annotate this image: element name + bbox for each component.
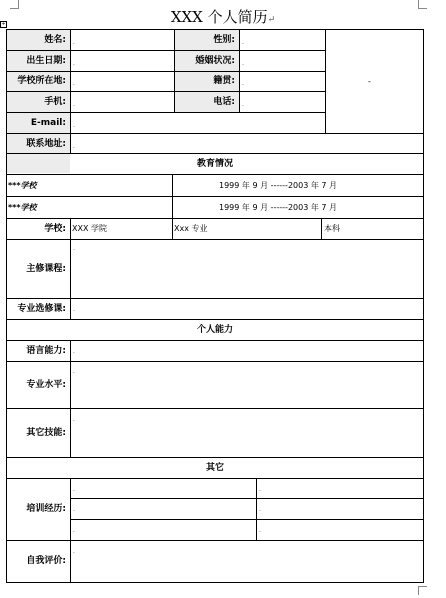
training-cell[interactable]: . [73, 486, 75, 493]
native-place-value-cell[interactable]: . [242, 80, 244, 87]
phone-label: 电话: [213, 97, 235, 107]
table-line [325, 29, 326, 134]
training-cell[interactable]: . [259, 486, 261, 493]
elective-courses-cell[interactable]: . [73, 306, 75, 313]
table-line [6, 218, 424, 219]
table-line [6, 91, 325, 92]
table-line [172, 174, 173, 218]
table-border [6, 582, 424, 583]
table-line [6, 196, 424, 197]
resume-title-text: XXX 个人简历 [170, 8, 268, 26]
gender-value-cell[interactable]: . [242, 39, 244, 46]
training-cell[interactable]: . [259, 506, 261, 513]
resume-title [0, 6, 446, 27]
table-anchor-icon[interactable]: + [1, 21, 6, 27]
self-evaluation-label: 自我评价: [26, 556, 66, 566]
table-line [6, 540, 424, 541]
photo-placeholder[interactable]: - [368, 77, 371, 86]
table-line [6, 340, 424, 341]
language-ability-label: 语言能力: [26, 346, 66, 356]
school-location-value-cell[interactable]: . [73, 80, 75, 87]
table-line [6, 174, 424, 175]
table-line [6, 478, 424, 479]
main-courses-cell[interactable]: . [73, 245, 75, 252]
table-line [6, 71, 325, 72]
table-line [6, 153, 424, 154]
table-line [6, 319, 424, 320]
address-value-cell[interactable]: . [73, 143, 75, 150]
table-line [6, 239, 424, 240]
school-location-label: 学校所在地: [17, 76, 66, 86]
other-skills-cell[interactable]: . [73, 416, 75, 423]
degree-school-value: XXX 学院 [72, 224, 107, 233]
professional-level-cell[interactable]: . [73, 368, 75, 375]
birthdate-label: 出生日期: [26, 56, 66, 66]
elective-courses-label: 专业选修课: [17, 304, 66, 314]
email-value-cell[interactable]: . [73, 122, 75, 129]
name-label: 姓名: [44, 35, 66, 45]
training-cell[interactable]: . [73, 506, 75, 513]
email-label: E-mail: [30, 118, 66, 128]
marital-status-label: 婚姻状况: [195, 56, 235, 66]
table-line [6, 112, 325, 113]
marital-value-cell[interactable]: . [242, 60, 244, 67]
education-school-2: ***学校 [8, 203, 37, 212]
table-line [239, 29, 240, 113]
native-place-label: 籍贯: [213, 76, 235, 86]
degree-major-value: Xxx 专业 [174, 224, 208, 233]
training-cell[interactable]: . [73, 527, 75, 534]
birthdate-value-cell[interactable]: . [73, 60, 75, 67]
table-line [70, 29, 71, 154]
training-label: 培训经历: [26, 504, 66, 514]
education-period-2: 1999 年 9 月 ------2003 年 7 月 [219, 203, 338, 212]
ability-section-title: 个人能力 [196, 325, 233, 335]
language-ability-cell[interactable]: . [73, 348, 75, 355]
mobile-label: 手机: [44, 97, 66, 107]
other-section-title: 其它 [205, 463, 224, 473]
professional-level-label: 专业水平: [26, 380, 66, 390]
phone-value-cell[interactable]: . [242, 101, 244, 108]
education-section-title: 教育情况 [196, 159, 233, 169]
name-value-cell[interactable]: . [73, 39, 75, 46]
table-line [172, 218, 173, 239]
education-school-1: ***学校 [8, 181, 37, 190]
table-line [6, 361, 424, 362]
main-courses-label: 主修课程: [26, 264, 66, 274]
degree-level-value: 本科 [324, 224, 340, 233]
self-evaluation-cell[interactable]: . [73, 548, 75, 555]
page-corner-mark [418, 586, 427, 595]
table-line [6, 133, 424, 134]
table-line [6, 298, 424, 299]
table-border [6, 29, 424, 30]
table-line [70, 519, 424, 520]
table-line [6, 457, 424, 458]
table-line [321, 218, 322, 239]
table-line [70, 478, 71, 583]
table-line [70, 498, 424, 499]
education-period-1: 1999 年 9 月 ------2003 年 7 月 [219, 181, 338, 190]
table-line [70, 340, 71, 457]
table-line [70, 218, 71, 298]
table-line [256, 478, 257, 540]
gender-label: 性别: [213, 35, 235, 45]
degree-school-label: 学校: [44, 224, 66, 234]
table-border [423, 29, 424, 583]
table-line [6, 50, 325, 51]
training-cell[interactable]: . [259, 527, 261, 534]
table-line [6, 408, 424, 409]
address-label: 联系地址: [26, 139, 66, 149]
paragraph-mark-icon: ↵ [267, 15, 276, 25]
other-skills-label: 其它技能: [26, 428, 66, 438]
table-line [70, 298, 71, 319]
mobile-value-cell[interactable]: . [73, 101, 75, 108]
